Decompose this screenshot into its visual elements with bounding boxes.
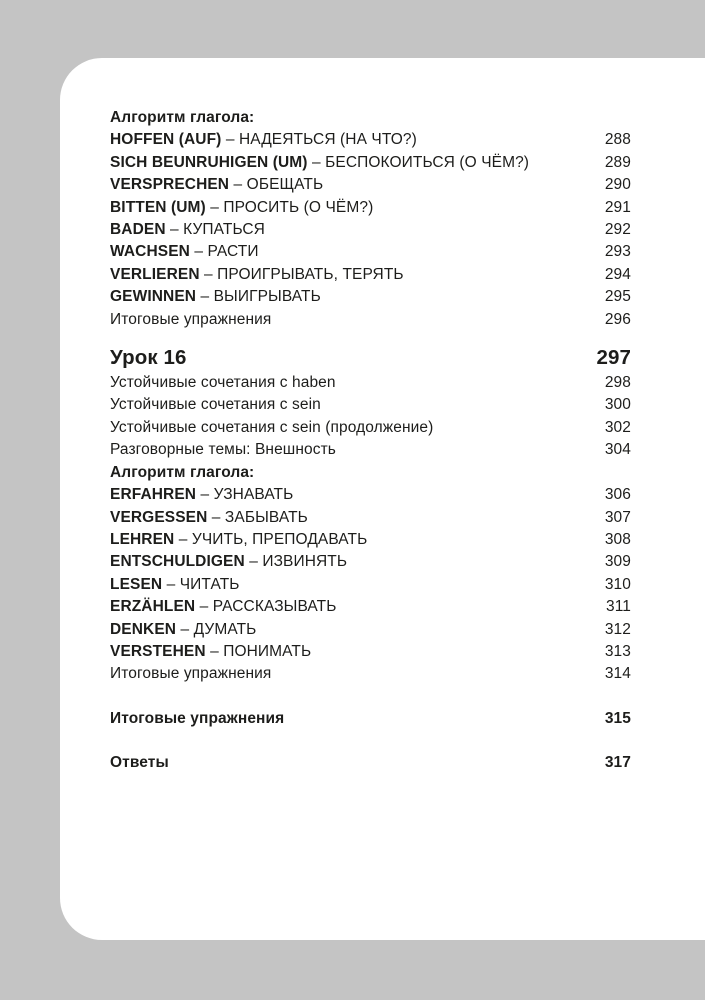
russian-translation: – ПРОИГРЫВАТЬ, ТЕРЯТЬ [204, 265, 404, 283]
toc-entry-label: Ответы [110, 754, 169, 772]
toc-entry-row [110, 309, 631, 331]
toc-entry-label [110, 641, 593, 663]
toc-entry-label [110, 152, 593, 174]
german-verb: ERZÄHLEN [110, 598, 196, 616]
page-number: 308 [604, 530, 631, 548]
toc-entry-row [110, 286, 631, 308]
toc-entry-label: Итоговые упражнения [110, 709, 285, 727]
toc-entry-label [110, 484, 593, 506]
page-number: 313 [604, 642, 631, 660]
page-number: 298 [604, 374, 631, 392]
page-number: 309 [604, 553, 631, 571]
page-number: 300 [604, 396, 631, 414]
toc-entry-label [110, 596, 594, 618]
page-number: 292 [604, 221, 631, 239]
toc-entry-label: Алгоритм глагола: [110, 463, 255, 481]
toc-entry-row [110, 484, 631, 506]
toc-entry-row [110, 663, 631, 685]
toc-entry-row [110, 596, 631, 618]
german-verb: LEHREN [110, 530, 175, 548]
toc-entry-row [110, 197, 631, 219]
page-number: 296 [604, 310, 631, 328]
russian-translation: – ДУМАТЬ [180, 620, 257, 638]
page-number: 295 [604, 288, 631, 306]
toc-entry-row [110, 641, 631, 663]
toc-entry-label [110, 264, 593, 286]
toc-entry-label [110, 241, 593, 263]
toc-entry-label: Устойчивые сочетания с sein (продолжение) [110, 418, 434, 436]
german-verb: WACHSEN [110, 243, 190, 261]
toc-entry-label [110, 197, 593, 219]
toc-entry-label: Итоговые упражнения [110, 665, 272, 683]
toc-entry-label: Устойчивые сочетания с sein [110, 396, 321, 414]
page-number: 289 [604, 153, 631, 171]
toc-entry-row [110, 241, 631, 263]
table-of-contents [110, 107, 631, 775]
lesson-title-row [110, 344, 631, 372]
russian-translation: – ОБЕЩАТЬ [233, 176, 324, 194]
german-verb: VERGESSEN [110, 508, 208, 526]
page-number: 310 [604, 575, 631, 593]
page-number: 291 [604, 198, 631, 216]
german-verb: BITTEN (UM) [110, 198, 206, 216]
page-number: 311 [605, 598, 631, 616]
page-number: 306 [604, 486, 631, 504]
toc-entry-label: Итоговые упражнения [110, 310, 272, 328]
german-verb: VERLIEREN [110, 265, 200, 283]
toc-entry-label: Урок 16 [110, 346, 187, 370]
russian-translation: – ВЫИГРЫВАТЬ [200, 288, 321, 306]
page-number: 290 [604, 176, 631, 194]
toc-entry-row [110, 439, 631, 461]
russian-translation: – БЕСПОКОИТЬСЯ (О ЧЁМ?) [312, 153, 530, 171]
book-page [60, 58, 705, 940]
russian-translation: – ПОНИМАТЬ [210, 642, 312, 660]
page-number: 302 [604, 418, 631, 436]
german-verb: ENTSCHULDIGEN [110, 553, 245, 571]
toc-entry-row [110, 417, 631, 439]
toc-subheading-row [110, 107, 631, 129]
page-number: 304 [604, 441, 631, 459]
russian-translation: – КУПАТЬСЯ [170, 221, 265, 239]
toc-entry-label [110, 619, 593, 641]
russian-translation: – РАССКАЗЫВАТЬ [199, 598, 337, 616]
german-verb: HOFFEN (AUF) [110, 131, 222, 149]
toc-entry-row [110, 619, 631, 641]
toc-entry-row [110, 219, 631, 241]
toc-entry-row [110, 264, 631, 286]
page-number: 293 [604, 243, 631, 261]
toc-entry-label [110, 129, 593, 151]
russian-translation: – УЧИТЬ, ПРЕПОДАВАТЬ [178, 530, 368, 548]
toc-entry-label [110, 219, 593, 241]
toc-entry-row [110, 529, 631, 551]
toc-entry-label: Устойчивые сочетания с haben [110, 374, 336, 392]
german-verb: GEWINNEN [110, 288, 197, 306]
russian-translation: – ЗАБЫВАТЬ [211, 508, 308, 526]
russian-translation: – ЧИТАТЬ [166, 575, 240, 593]
toc-entry-row [110, 574, 631, 596]
toc-subheading-row [110, 462, 631, 484]
toc-entry-label [110, 574, 593, 596]
toc-entry-row [110, 708, 631, 730]
russian-translation: – УЗНАВАТЬ [200, 486, 294, 504]
page-number: 297 [596, 346, 631, 370]
toc-entry-row [110, 394, 631, 416]
russian-translation: – НАДЕЯТЬСЯ (НА ЧТО?) [225, 131, 417, 149]
toc-entry-row [110, 507, 631, 529]
toc-entry-row [110, 152, 631, 174]
russian-translation: – ПРОСИТЬ (О ЧЁМ?) [210, 198, 374, 216]
german-verb: VERSPRECHEN [110, 176, 230, 194]
toc-entry-label: Разговорные темы: Внешность [110, 441, 336, 459]
toc-entry-label [110, 529, 593, 551]
german-verb: LESEN [110, 575, 163, 593]
page-number: 317 [604, 754, 631, 772]
page-number: 307 [604, 508, 631, 526]
page-number: 294 [604, 265, 631, 283]
toc-entry-row [110, 372, 631, 394]
german-verb: BADEN [110, 221, 166, 239]
german-verb: ERFAHREN [110, 486, 197, 504]
russian-translation: – РАСТИ [194, 243, 259, 261]
german-verb: SICH BEUNRUHIGEN (UM) [110, 153, 308, 171]
page-number: 314 [604, 665, 631, 683]
toc-entry-row [110, 129, 631, 151]
toc-entry-label [110, 174, 593, 196]
german-verb: DENKEN [110, 620, 177, 638]
page-number: 312 [604, 620, 631, 638]
toc-entry-label [110, 286, 593, 308]
toc-entry-row [110, 752, 631, 774]
toc-entry-row [110, 174, 631, 196]
toc-entry-label: Алгоритм глагола: [110, 109, 255, 126]
toc-entry-label [110, 551, 593, 573]
russian-translation: – ИЗВИНЯТЬ [249, 553, 348, 571]
toc-entry-row [110, 551, 631, 573]
toc-spacer [110, 686, 631, 708]
page-number: 288 [604, 131, 631, 149]
german-verb: VERSTEHEN [110, 642, 206, 660]
page-number: 315 [604, 709, 631, 727]
toc-spacer [110, 730, 631, 752]
toc-entry-label [110, 507, 593, 529]
